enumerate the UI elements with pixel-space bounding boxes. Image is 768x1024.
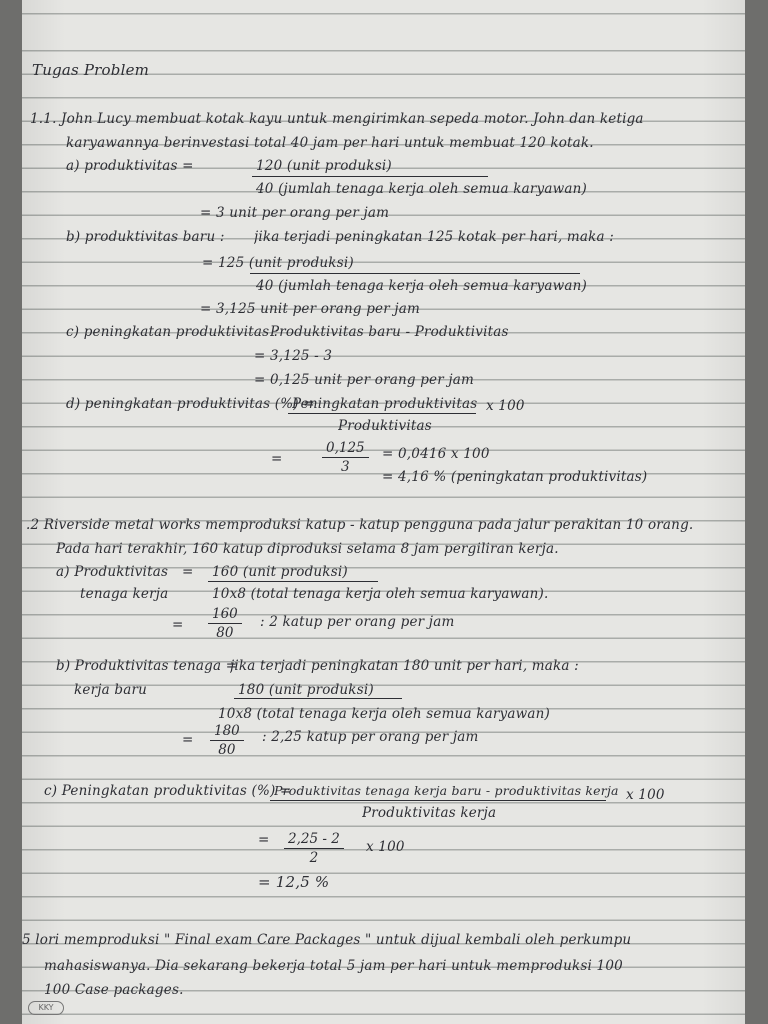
problem-2-intro-line-2: Pada hari terakhir, 160 katup diproduksi selama 8 jam pergiliran kerja. (56, 541, 559, 557)
page-title: Tugas Problem (32, 61, 150, 79)
fraction-bar (270, 800, 606, 801)
problem-3-intro-line-3: 100 Case packages. (44, 982, 184, 998)
problem-1-c-label: c) peningkatan produktivitas : (66, 324, 279, 340)
fraction-bar (208, 581, 378, 582)
problem-2-intro-line-1: .2 Riverside metal works memproduksi katup - katup pengguna pada jalur perakitan 10 orang. (26, 517, 694, 533)
problem-1-d-denominator: Produktivitas (338, 418, 432, 434)
fraction-bar (252, 176, 488, 177)
problem-3-intro-line-2: mahasiswanya. Dia sekarang bekerja total 5 jam per hari untuk memproduksi 100 (44, 958, 623, 974)
problem-2-b-result: : 2,25 katup per orang per jam (262, 729, 479, 745)
fraction-bar (234, 698, 402, 699)
problem-2-a-result: : 2 katup per orang per jam (260, 614, 455, 630)
problem-1-c-formula: Produktivitas baru - Produktivitas (270, 324, 509, 340)
problem-2-b-denominator: 10x8 (total tenaga kerja oleh semua karyawan) (218, 706, 550, 722)
fraction-denominator: 80 (218, 742, 236, 758)
problem-2-c-numerator: Produktivitas tenaga kerja baru - produktivitas kerja (274, 783, 619, 798)
fraction-denominator: 3 (341, 459, 350, 475)
fraction-denominator: 80 (216, 625, 234, 641)
fraction-denominator: 2 (309, 850, 319, 866)
problem-2-c-fraction (284, 830, 344, 867)
problem-2-a-label-2: tenaga kerja (80, 586, 169, 602)
problem-2-b-label-1: b) Produktivitas tenaga = (56, 658, 238, 674)
corner-stamp: KKY (28, 1001, 64, 1015)
problem-1-b-result: = 3,125 unit per orang per jam (200, 301, 421, 317)
problem-2-a-numerator: 160 (unit produksi) (212, 564, 348, 580)
problem-1-d-equals: = (271, 451, 283, 467)
problem-2-c-equals: = (258, 832, 270, 848)
fraction-numerator: 180 (210, 722, 244, 741)
problem-1-d-fraction (322, 439, 369, 476)
problem-1-b-denominator: 40 (jumlah tenaga kerja oleh semua karyawan) (256, 278, 587, 294)
problem-1-d-times: x 100 (486, 398, 525, 414)
problem-1-d-label: d) peningkatan produktivitas (%) = (66, 396, 315, 412)
problem-1-c-result: = 0,125 unit per orang per jam (254, 372, 475, 388)
problem-1-d-step: = 0,0416 x 100 (382, 446, 490, 462)
problem-1-intro-line-2: karyawannya berinvestasi total 40 jam per hari untuk membuat 120 kotak. (66, 135, 594, 151)
problem-2-c-result: = 12,5 % (258, 873, 330, 891)
fraction-bar (250, 273, 580, 274)
problem-1-c-step: = 3,125 - 3 (254, 348, 333, 364)
problem-2-a-fraction (208, 605, 242, 642)
notebook-page (22, 0, 745, 1024)
problem-1-a-label: a) produktivitas = (66, 158, 194, 174)
fraction-numerator: 0,125 (322, 439, 369, 458)
problem-1-a-numerator: 120 (unit produksi) (256, 158, 392, 174)
problem-1-d-numerator: Peningkatan produktivitas (292, 396, 478, 412)
problem-2-c-times: x 100 (626, 787, 665, 803)
fraction-numerator: 160 (208, 605, 242, 624)
problem-1-a-result: = 3 unit per orang per jam (200, 205, 390, 221)
problem-2-b-label-2: kerja baru (74, 682, 147, 698)
problem-2-a-denominator: 10x8 (total tenaga kerja oleh semua karyawan). (212, 586, 549, 602)
problem-1-b-numerator: = 125 (unit produksi) (202, 255, 354, 271)
problem-2-b-equals: = (182, 732, 194, 748)
problem-1-d-result: = 4,16 % (peningkatan produktivitas) (382, 469, 648, 485)
problem-2-b-fraction (210, 722, 244, 759)
problem-3-intro-line-1: 5 lori memproduksi " Final exam Care Packages " untuk dijual kembali oleh perkumpu (22, 932, 632, 948)
problem-1-b-label: b) produktivitas baru : (66, 229, 225, 245)
problem-2-a-equals-2: = (172, 617, 184, 633)
problem-2-b-numerator: 180 (unit produksi) (238, 682, 374, 698)
problem-1-intro-line-1: 1.1. John Lucy membuat kotak kayu untuk mengirimkan sepeda motor. John dan ketiga (30, 111, 644, 127)
problem-2-c-denominator: Produktivitas kerja (362, 805, 497, 821)
fraction-numerator: 2,25 - 2 (284, 830, 344, 849)
problem-2-a-label-1: a) Produktivitas (56, 564, 169, 580)
problem-2-a-equals: = (182, 564, 194, 580)
problem-1-b-condition: jika terjadi peningkatan 125 kotak per hari, maka : (254, 229, 614, 245)
problem-2-b-condition: jika terjadi peningkatan 180 unit per hari, maka : (230, 658, 579, 674)
fraction-bar (288, 413, 476, 414)
problem-1-a-denominator: 40 (jumlah tenaga kerja oleh semua karyawan) (256, 181, 587, 197)
problem-2-c-times-2: x 100 (366, 839, 405, 855)
problem-2-c-label: c) Peningkatan produktivitas (%) = (44, 783, 292, 799)
